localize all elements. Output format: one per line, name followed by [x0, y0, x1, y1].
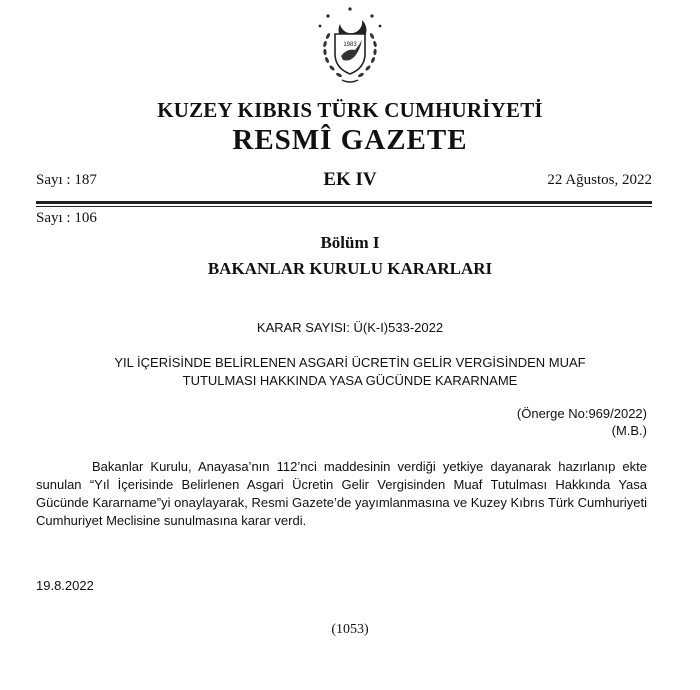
motion-number: (Önerge No:969/2022) — [516, 406, 647, 421]
motion-reference — [517, 405, 647, 439]
header-divider-thin — [36, 206, 652, 207]
page-number: (1053) — [331, 622, 369, 637]
motion-code: (M.B.) — [611, 423, 647, 438]
annex-label: EK IV — [323, 169, 377, 190]
issue-date: 22 Ağustos, 2022 — [547, 172, 652, 188]
decree-title-line-2: TUTULMASI HAKKINDA YASA GÜCÜNDE KARARNAME — [182, 373, 518, 388]
decision-number: KARAR SAYISI: Ü(K-I)533-2022 — [256, 320, 444, 335]
gazette-title: RESMÎ GAZETE — [232, 124, 468, 156]
decision-body: Bakanlar Kurulu, Anayasa’nın 112’nci maddesinin verdiği yetkiye dayanarak hazırlanıp ekte sunulan “Yıl İçerisinde Belirlenen Asgari Ücretin Gelir Vergisinden Muaf Tutulması Hakkında Yasa Gücünde Kararname”yi onaylayarak, Resmi Gazete’de yayımlanmasına ve Kuzey Kıbrıs Türk Cumhuriyeti Cumhuriyet Meclisine sunulmasına karar verdi. — [36, 459, 647, 528]
issue-number: Sayı : 187 — [36, 172, 97, 188]
sub-issue-number: Sayı : 106 — [36, 210, 97, 226]
decree-title-line-1: YIL İÇERİSİNDE BELİRLENEN ASGARİ ÜCRETİN GELİR VERGİSİNDEN MUAF — [114, 355, 586, 370]
republic-title: KUZEY KIBRIS TÜRK CUMHURİYETİ — [157, 98, 543, 122]
emblem-year: 1983 — [343, 42, 357, 48]
section-part: Bölüm I — [320, 233, 380, 252]
header-divider-thick — [36, 201, 652, 204]
decision-date: 19.8.2022 — [36, 578, 94, 593]
decree-title — [50, 354, 650, 390]
section-title: BAKANLAR KURULU KARARLARI — [207, 259, 493, 278]
coat-of-arms-icon — [310, 6, 390, 90]
